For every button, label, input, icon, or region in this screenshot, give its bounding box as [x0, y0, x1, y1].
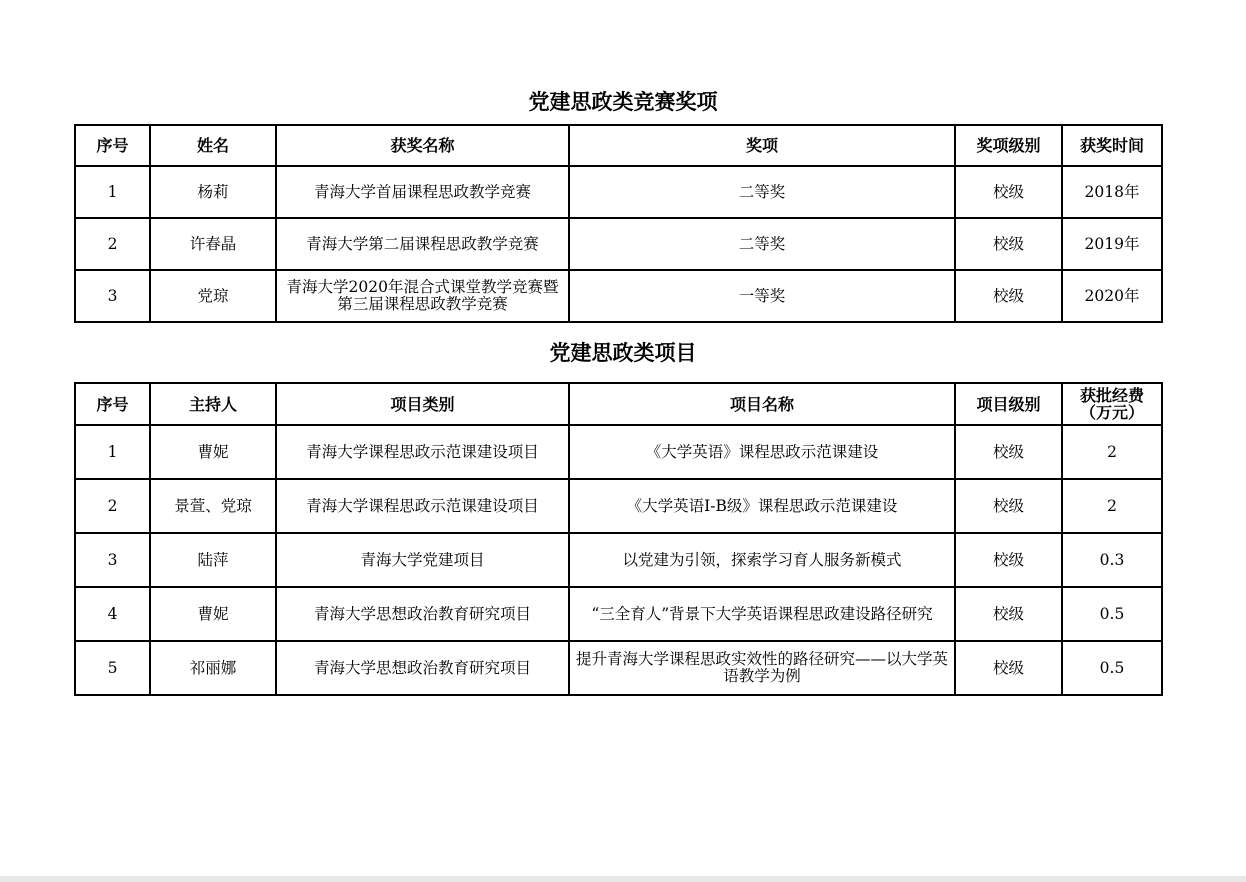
- cell-index: 1: [75, 425, 150, 479]
- cell-project-name: 《大学英语》课程思政示范课建设: [569, 425, 955, 479]
- cell-project-name: 提升青海大学课程思政实效性的路径研究——以大学英语教学为例: [569, 641, 955, 695]
- table-row: [75, 166, 1162, 218]
- cell-host: 曹妮: [150, 425, 276, 479]
- header-funding: 获批经费（万元）: [1062, 383, 1162, 425]
- cell-award-name: 青海大学第二届课程思政教学竞赛: [276, 218, 569, 270]
- cell-project-name: “三全育人”背景下大学英语课程思政建设路径研究: [569, 587, 955, 641]
- header-award-name: 获奖名称: [276, 125, 569, 166]
- table-row: [75, 533, 1162, 587]
- awards-title: 党建思政类竞赛奖项: [528, 90, 718, 114]
- cell-level: 校级: [955, 270, 1062, 322]
- cell-host: 景萱、党琼: [150, 479, 276, 533]
- cell-host: 陆萍: [150, 533, 276, 587]
- cell-name: 杨莉: [150, 166, 276, 218]
- cell-project-type: 青海大学思想政治教育研究项目: [276, 641, 569, 695]
- cell-project-type: 青海大学课程思政示范课建设项目: [276, 425, 569, 479]
- projects-title: 党建思政类项目: [549, 341, 697, 365]
- header-host: 主持人: [150, 383, 276, 425]
- cell-funding: 2: [1062, 425, 1162, 479]
- table-row: [75, 641, 1162, 695]
- cell-index: 3: [75, 533, 150, 587]
- cell-level: 校级: [955, 641, 1062, 695]
- cell-year: 2019年: [1062, 218, 1162, 270]
- cell-year: 2020年: [1062, 270, 1162, 322]
- cell-funding: 2: [1062, 479, 1162, 533]
- cell-project-name: 《大学英语I-B级》课程思政示范课建设: [569, 479, 955, 533]
- cell-award-name: 青海大学2020年混合式课堂教学竞赛暨第三届课程思政教学竞赛: [276, 270, 569, 322]
- cell-name: 党琼: [150, 270, 276, 322]
- cell-award: 二等奖: [569, 218, 955, 270]
- cell-name: 许春晶: [150, 218, 276, 270]
- header-project-level: 项目级别: [955, 383, 1062, 425]
- cell-level: 校级: [955, 166, 1062, 218]
- cell-level: 校级: [955, 425, 1062, 479]
- cell-project-type: 青海大学思想政治教育研究项目: [276, 587, 569, 641]
- cell-index: 1: [75, 166, 150, 218]
- cell-level: 校级: [955, 587, 1062, 641]
- cell-index: 5: [75, 641, 150, 695]
- header-award-level: 奖项级别: [955, 125, 1062, 166]
- table-row: [75, 479, 1162, 533]
- awards-table: [74, 124, 1163, 323]
- cell-award-name: 青海大学首届课程思政教学竞赛: [276, 166, 569, 218]
- cell-index: 3: [75, 270, 150, 322]
- projects-header-row: [75, 383, 1162, 425]
- table-row: [75, 425, 1162, 479]
- projects-table: [74, 382, 1163, 696]
- cell-year: 2018年: [1062, 166, 1162, 218]
- cell-project-name: 以党建为引领，探索学习育人服务新模式: [569, 533, 955, 587]
- cell-index: 2: [75, 479, 150, 533]
- cell-project-type: 青海大学党建项目: [276, 533, 569, 587]
- cell-award: 一等奖: [569, 270, 955, 322]
- cell-funding: 0.5: [1062, 587, 1162, 641]
- header-index: 序号: [75, 125, 150, 166]
- table-row: [75, 587, 1162, 641]
- header-project-type: 项目类别: [276, 383, 569, 425]
- cell-index: 2: [75, 218, 150, 270]
- header-project-name: 项目名称: [569, 383, 955, 425]
- header-name: 姓名: [150, 125, 276, 166]
- header-award: 奖项: [569, 125, 955, 166]
- header-index: 序号: [75, 383, 150, 425]
- cell-level: 校级: [955, 479, 1062, 533]
- cell-level: 校级: [955, 533, 1062, 587]
- cell-funding: 0.3: [1062, 533, 1162, 587]
- page-bottom-edge: [0, 876, 1246, 882]
- awards-header-row: [75, 125, 1162, 166]
- cell-host: 祁丽娜: [150, 641, 276, 695]
- header-award-year: 获奖时间: [1062, 125, 1162, 166]
- cell-host: 曹妮: [150, 587, 276, 641]
- cell-funding: 0.5: [1062, 641, 1162, 695]
- table-row: [75, 218, 1162, 270]
- cell-award: 二等奖: [569, 166, 955, 218]
- cell-index: 4: [75, 587, 150, 641]
- cell-level: 校级: [955, 218, 1062, 270]
- table-row: [75, 270, 1162, 322]
- cell-project-type: 青海大学课程思政示范课建设项目: [276, 479, 569, 533]
